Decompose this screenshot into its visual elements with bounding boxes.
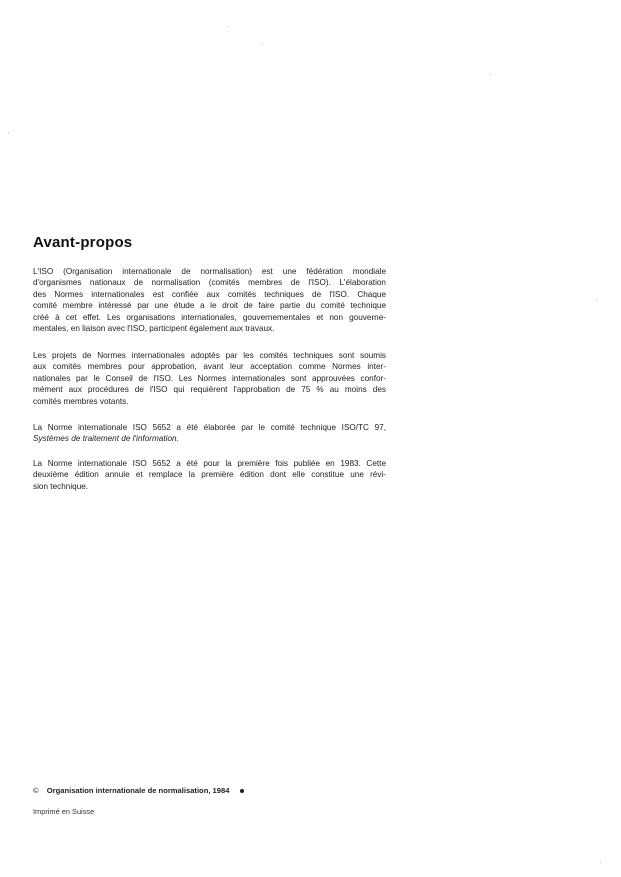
printed-in-notice: Imprimé en Suisse xyxy=(33,807,95,816)
copyright-symbol: © xyxy=(33,786,39,795)
text-line: comités membres votants. xyxy=(33,396,129,406)
paragraph-edition xyxy=(33,458,386,492)
scan-speck xyxy=(596,300,597,301)
scan-speck xyxy=(8,132,9,133)
text-line: sion technique. xyxy=(33,481,89,491)
text-line: La Norme internationale ISO 5652 a été pour la première fois publiée en 1983. Cette xyxy=(33,459,386,468)
scan-speck xyxy=(490,74,491,75)
paragraph-elaboration xyxy=(33,422,386,445)
text-line: L'ISO (Organisation internationale de normalisation) est une fédération mondiale xyxy=(33,267,386,276)
copyright-text: Organisation internationale de normalisation, 1984 xyxy=(46,786,230,795)
text-line: Les projets de Normes internationales adoptés par les comités techniques sont soumis xyxy=(33,351,386,360)
scan-speck xyxy=(262,44,263,45)
bullet-dot-icon xyxy=(240,789,244,793)
text-line: d'organismes nationaux de normalisation (comités membres de l'ISO). L'élaboration xyxy=(33,278,386,288)
text-line: deuxième édition annule et remplace la première édition dont elle constitue une révi- xyxy=(33,470,386,480)
paragraph-approval xyxy=(33,350,386,407)
text-line: des Normes internationales est confiée aux comités techniques de l'ISO. Chaque xyxy=(33,289,386,299)
committee-name: Systèmes de traitement de l'information. xyxy=(33,434,179,444)
scan-speck xyxy=(600,862,601,863)
text-line: mément aux procédures de l'ISO qui requièrent l'approbation de 75 % au moins des xyxy=(33,385,386,395)
page-title: Avant-propos xyxy=(33,234,133,251)
text-line: La Norme internationale ISO 5652 a été élaborée par le comité technique ISO/TC 97, xyxy=(33,423,386,432)
paragraph-iso-intro xyxy=(33,266,386,334)
text-line: mentales, en liaison avec l'ISO, participent également aux travaux. xyxy=(33,324,275,334)
text-line: créé à cet effet. Les organisations internationales, gouvernementales et non gouverne- xyxy=(33,312,386,322)
text-line: nationales par le Conseil de l'ISO. Les Normes internationales sont approuvées confor- xyxy=(33,373,386,383)
text-line: comité membre intéressé par une étude a le droit de faire partie du comité technique xyxy=(33,301,386,311)
scan-speck xyxy=(228,26,229,27)
text-line: aux comités membres pour approbation, avant leur acceptation comme Normes inter- xyxy=(33,362,386,372)
copyright-notice xyxy=(33,786,244,795)
